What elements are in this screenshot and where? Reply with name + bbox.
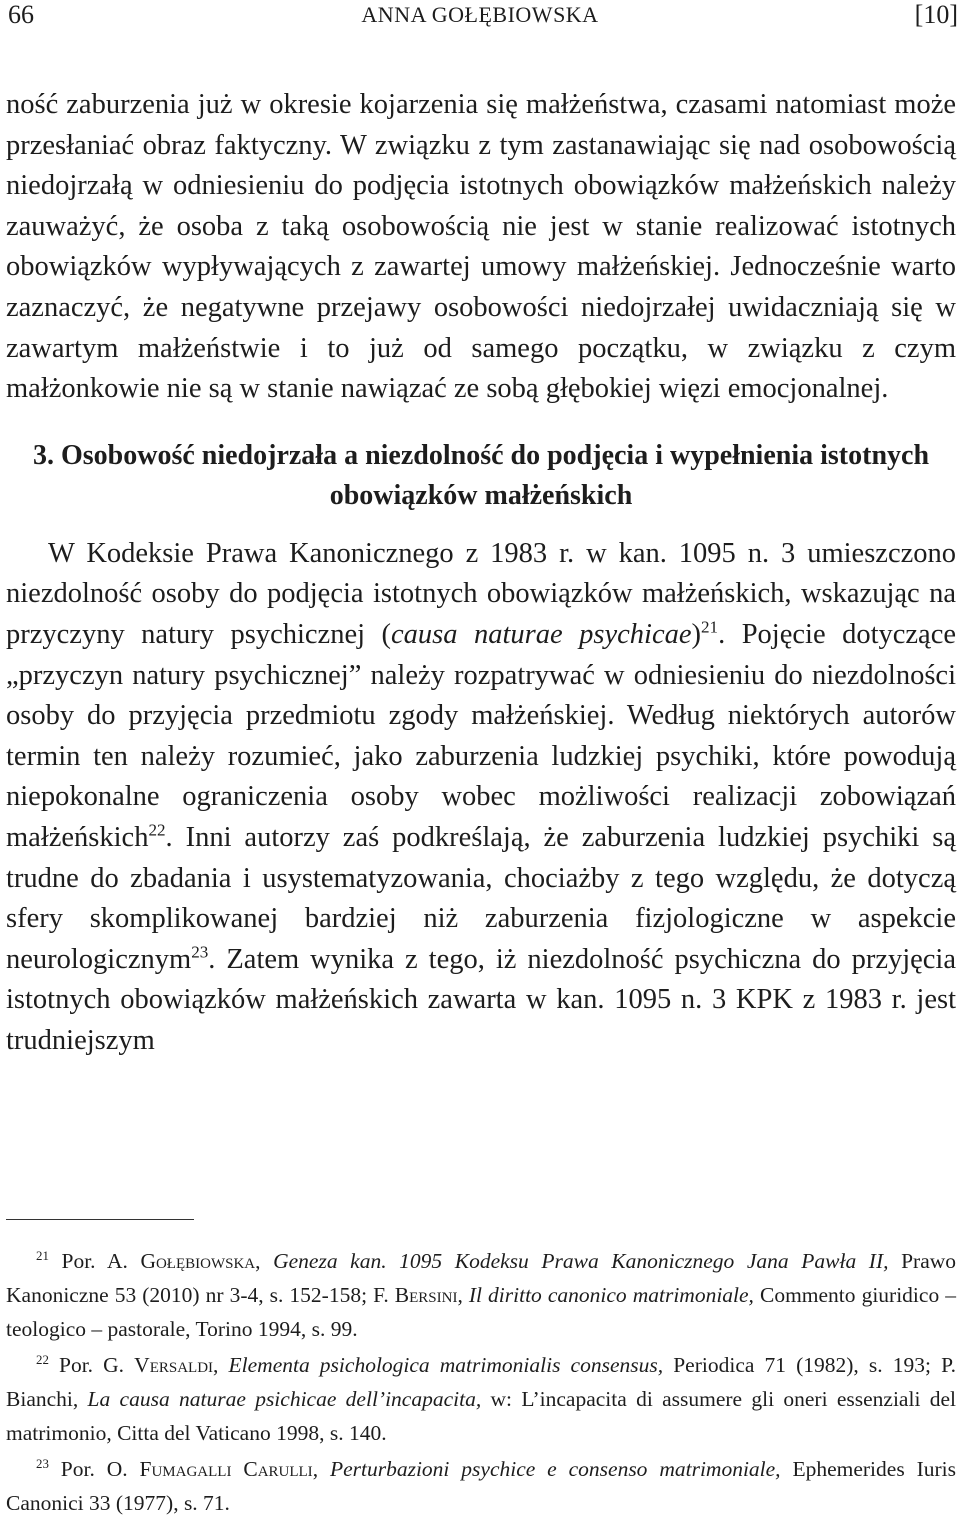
running-author: ANNA GOŁĘBIOWSKA (361, 2, 599, 27)
footnote-divider (6, 1219, 194, 1220)
text-run: , (213, 1353, 229, 1377)
text-run: W Kodeksie Prawa Kanonicznego z 1983 r. w kan. 1095 n. 3 umieszczono niezdolność osoby do podjęcia istotnych obowiązków małżeńskich, wskazując na przyczyny natury psychicznej ( (6, 537, 956, 650)
section-heading: 3. Osobowość niedojrzała a niezdolność do podjęcia i wypełnienia istotnych obowiązków małżeńskich (32, 439, 930, 511)
author-name: Gołębiowska (140, 1249, 256, 1273)
text-run: , (255, 1249, 274, 1273)
text-run: , (312, 1457, 330, 1481)
text-run: Commento giuridico – teologico – pastorale, Torino 1994, s. 99. (6, 1283, 956, 1341)
text-run: Por. O. (60, 1457, 140, 1481)
author-name: Bersini (394, 1283, 458, 1307)
italic-term: causa naturae psychicae (391, 618, 692, 650)
text-run: ) (691, 618, 701, 650)
work-title: La causa naturae psichicae dell’incapacita, (87, 1387, 482, 1411)
page-number: 66 (8, 0, 34, 29)
work-title: Elementa psichologica matrimonialis consensus, (228, 1353, 664, 1377)
text-run: Prawo Kanoniczne 53 (2010) nr 3-4, s. 152-158; F. (6, 1249, 957, 1307)
text-run: w: L’incapacita di assumere gli oneri essenziali del matrimonio, Citta del Vaticano 1998, s. 140. (6, 1387, 956, 1445)
text-run: , (457, 1283, 469, 1307)
section-marker: [10] (914, 0, 958, 29)
text-run: Periodica 71 (1982), s. 193; P. Bianchi, (6, 1353, 957, 1411)
text-run: . Inni autorzy zaś podkreślają, że zaburzenia ludzkiej psychiki są trudne do zbadania i usystematyzowania, chociażby z tego względu, że dotyczą sfery skomplikowanej bardziej niż zaburzenia fizjologiczne w aspekcie neurologicznym (6, 821, 956, 975)
footnote-number: 21 (36, 1248, 49, 1263)
text-run: Por. G. (59, 1353, 135, 1377)
author-name: Versaldi (134, 1353, 214, 1377)
footnote-ref-21[interactable]: 21 (701, 617, 719, 637)
text-run: . Pojęcie dotyczące „przyczyn natury psychicznej” należy rozpatrywać w odniesieniu do niezdolności osoby do przyjęcia przedmiotu zgody małżeńskiej. Według niektórych autorów termin ten należy rozumieć, jako zaburzenia ludzkiej psychiki, które powodują niepokonalne ograniczenia osoby wobec możliwości realizacji zobowiązań małżeńskich (6, 618, 957, 853)
footnote-21 (6, 1244, 956, 1346)
work-title: Perturbazioni psychice e consenso matrimoniale, (329, 1457, 781, 1481)
footnotes (6, 1244, 956, 1522)
footnote-ref-22[interactable]: 22 (148, 820, 166, 840)
paragraph-continuation: ność zaburzenia już w okresie kojarzenia się małżeństwa, czasami natomiast może przesłaniać obraz faktyczny. W związku z tym zastanawiając się nad osobowością niedojrzałą w odniesieniu do podjęcia istotnych obowiązków małżeńskich należy zauważyć, że osoba z taką osobowością nie jest w stanie realizować istotnych obowiązków wypływających z zawartej umowy małżeńskiej. Jednocześnie warto zaznaczyć, że negatywne przejawy osobowości niedojrzałej uwidaczniają się w zawartym małżeństwie i to już od samego początku, w związku z czym małżonkowie nie są w stanie nawiązać ze sobą głębokiej więzi emocjonalnej. (6, 89, 956, 405)
footnote-22 (6, 1348, 956, 1450)
footnote-23 (6, 1452, 956, 1520)
footnote-number: 23 (36, 1456, 49, 1471)
work-title: Geneza kan. 1095 Kodeksu Prawa Kanonicznego Jana Pawła II, (273, 1249, 889, 1273)
footnote-ref-23[interactable]: 23 (191, 942, 209, 962)
text-run: . Zatem wynika z tego, iż niezdolność psychiczna do przyjęcia istotnych obowiązków małżeńskich zawarta w kan. 1095 n. 3 KPK z 1983 r. jest trudniejszym (6, 943, 956, 1056)
paragraph (6, 534, 956, 1062)
author-name: Fumagalli Carulli (139, 1457, 313, 1481)
text-run: Por. A. (61, 1249, 141, 1273)
running-header (0, 0, 960, 40)
main-text (6, 85, 956, 1061)
work-title: Il diritto canonico matrimoniale, (468, 1283, 754, 1307)
footnote-number: 22 (36, 1352, 49, 1367)
text-run: Ephemerides Iuris Canonici 33 (1977), s. 71. (6, 1457, 956, 1515)
